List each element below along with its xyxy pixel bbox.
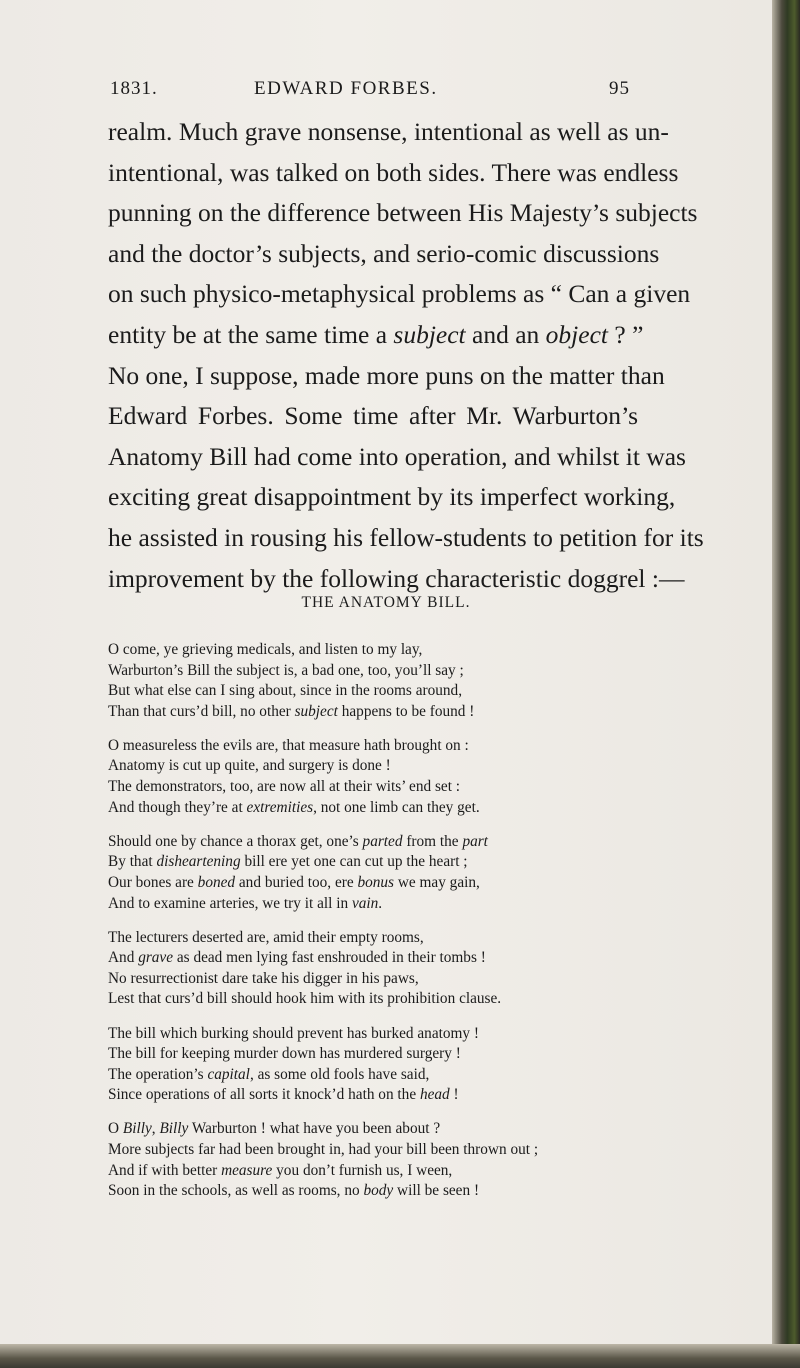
poem-line: Than that curs’d bill, no other subject happens to be found !	[108, 702, 475, 720]
prose-line: exciting great disappointment by its imperfect working,	[108, 482, 676, 512]
page-binding-edge	[772, 0, 800, 1368]
poem-stanza	[108, 1119, 668, 1201]
poem-line: Since operations of all sorts it knock’d hath on the head !	[108, 1086, 459, 1104]
poem-line: Soon in the schools, as well as rooms, no body will be seen !	[108, 1182, 480, 1200]
poem-line: O come, ye grieving medicals, and listen to my lay,	[108, 641, 423, 658]
poem	[108, 640, 668, 1215]
page-number: 95	[609, 78, 630, 99]
page-bottom-edge	[0, 1344, 800, 1368]
poem-line: Should one by chance a thorax get, one’s parted from the part	[108, 832, 488, 850]
poem-stanza	[108, 928, 668, 1010]
prose-line: on such physico-metaphysical problems as “ Can a given	[108, 279, 691, 309]
poem-line: More subjects far had been brought in, had your bill been thrown out ;	[108, 1140, 539, 1158]
prose-line: improvement by the following characteristic doggrel :—	[108, 563, 685, 593]
poem-line: O measureless the evils are, that measure hath brought on :	[108, 736, 469, 754]
prose-line: Anatomy Bill had come into operation, and whilst it was	[108, 441, 686, 471]
prose-line: and the doctor’s subjects, and serio-comic discussions	[108, 238, 660, 268]
running-header	[110, 78, 630, 104]
poem-stanza	[108, 640, 668, 722]
poem-line: No resurrectionist dare take his digger in his paws,	[108, 969, 419, 987]
poem-line: The lecturers deserted are, amid their empty rooms,	[108, 928, 424, 946]
poem-line: Anatomy is cut up quite, and surgery is done !	[108, 757, 391, 775]
prose-line: intentional, was talked on both sides. There was endless	[108, 157, 679, 187]
prose-line: entity be at the same time a subject and an object ? ”	[108, 319, 644, 349]
poem-line: The demonstrators, too, are now all at their wits’ end set :	[108, 778, 461, 796]
poem-line: Warburton’s Bill the subject is, a bad one, too, you’ll say ;	[108, 661, 464, 679]
prose-line: Edward Forbes. Some time after Mr. Warburton’s	[108, 401, 639, 431]
prose-line: he assisted in rousing his fellow-students to petition for its	[108, 522, 704, 552]
poem-line: Lest that curs’d bill should hook him with its prohibition clause.	[108, 990, 502, 1008]
poem-line: But what else can I sing about, since in the rooms around,	[108, 682, 463, 700]
poem-line: And grave as dead men lying fast enshrouded in their tombs !	[108, 949, 486, 967]
prose-paragraph	[108, 112, 704, 599]
poem-stanza	[108, 832, 668, 914]
poem-title: THE ANATOMY BILL.	[301, 594, 471, 611]
prose-line: No one, I suppose, made more puns on the matter than	[108, 360, 665, 390]
poem-line: And though they’re at extremities, not one limb can they get.	[108, 798, 480, 816]
header-title: EDWARD FORBES.	[254, 78, 438, 99]
poem-line: And if with better measure you don’t furnish us, I ween,	[108, 1161, 453, 1179]
prose-line: realm. Much grave nonsense, intentional as well as un-	[108, 117, 669, 146]
poem-line: And to examine arteries, we try it all in vain.	[108, 894, 383, 912]
poem-line: Our bones are boned and buried too, ere bonus we may gain,	[108, 873, 480, 891]
poem-line: O Billy, Billy Warburton ! what have you been about ?	[108, 1120, 441, 1138]
poem-line: By that disheartening bill ere yet one can cut up the heart ;	[108, 853, 468, 871]
poem-line: The operation’s capital, as some old fools have said,	[108, 1065, 430, 1083]
poem-line: The bill for keeping murder down has murdered surgery !	[108, 1045, 461, 1063]
prose-line: punning on the difference between His Majesty’s subjects	[108, 198, 698, 228]
header-year: 1831.	[110, 78, 158, 99]
poem-stanza	[108, 1024, 668, 1106]
poem-stanza	[108, 736, 668, 818]
poem-line: The bill which burking should prevent has burked anatomy !	[108, 1024, 479, 1042]
